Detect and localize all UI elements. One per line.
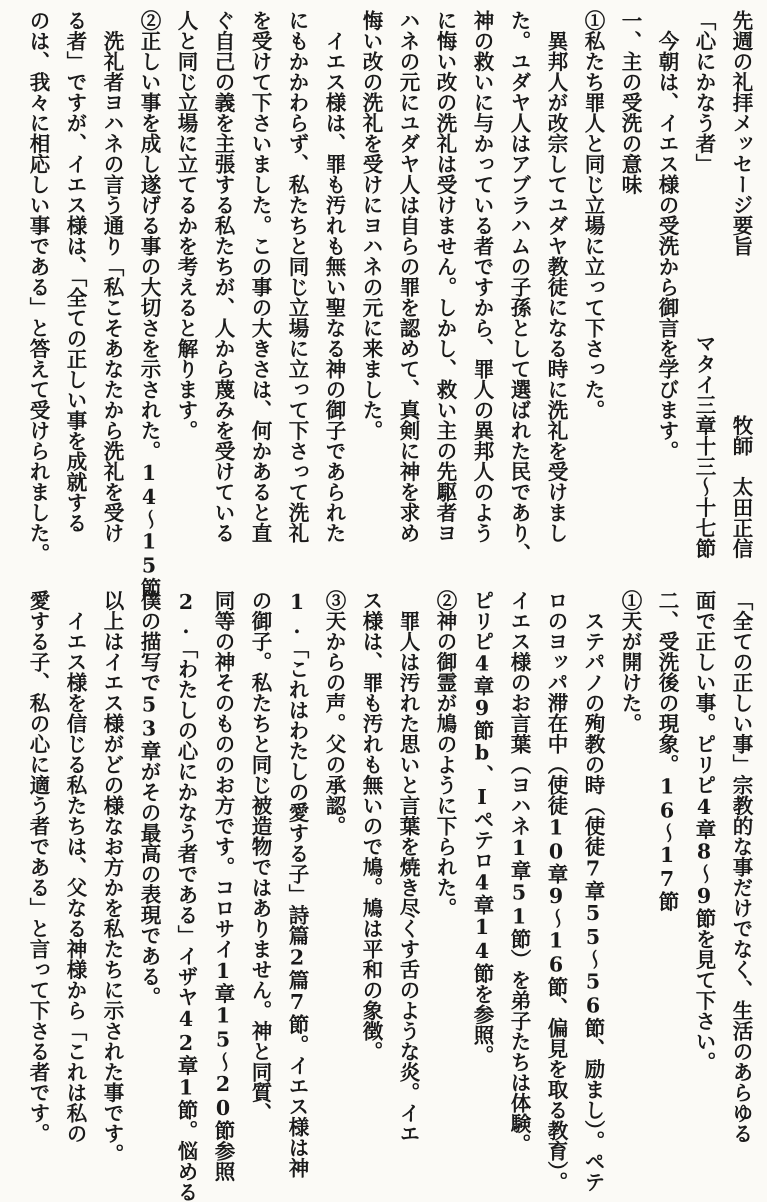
text-line: 今朝は、イエス様の受洗から御言を学びます。 (655, 10, 679, 461)
text-line: ぐ自己の義を主張する私たちが、人から蔑みを受けている (211, 10, 235, 543)
text-line: 人と同じ立場に立てるかを考えると解ります。 (174, 10, 198, 441)
text-line: 僕の描写で53章がその最高の表現である。 (137, 590, 161, 1007)
text-line: ロのヨッパ滞在中（使徒10章9～16節、偏見を取る教育）。 (544, 590, 568, 1192)
text-line: にもかかわらず、私たちと同じ立場に立って下さって洗礼 (285, 10, 309, 543)
text-line: 悔い改の洗礼を受けにヨハネの元に来ました。 (359, 10, 383, 441)
point-heading: ②神の御霊が鳩のように下られた。 (433, 590, 457, 918)
message-title: 「心にかなう者」 (692, 10, 716, 174)
point-heading: ①天が開けた。 (618, 590, 642, 734)
text-line: 2.「わたしの心にかなう者である」イザヤ42章1節。悩める (174, 590, 198, 1202)
text-line: イエス様のお言葉（ヨハネ1章51節）を弟子たちは体験。 (507, 590, 531, 1154)
text-line: に悔い改の洗礼は受けません。しかし、救い主の先駆者ヨ (433, 10, 457, 543)
text-line: 「全ての正しい事」宗教的な事だけでなく、生活のあらゆる (729, 590, 753, 1144)
text-line: 洗礼者ヨハネの言う通り「私こそあなたから洗礼を受け (100, 10, 124, 543)
point-heading: ②正しい事を成し遂げる事の大切さを示された。14～15節 (137, 10, 161, 598)
text-line: 愛する子、私の心に適う者である」と言って下さる者です。 (26, 590, 50, 1144)
section-heading: 二、受洗後の現象。16～17節 (655, 590, 679, 912)
text-line: 罪人は汚れた思いと言葉を焼き尽くす舌のような炎。イエ (396, 590, 420, 1144)
text-line: を受けて下さいました。この事の大きさは、何かあると直 (248, 10, 272, 543)
text-line: のは、我々に相応しい事である」と答えて受けられました。 (26, 10, 50, 564)
text-line: イエス様を信じる私たちは、父なる神様から「これは私の (63, 590, 87, 1144)
text-line: 異邦人が改宗してユダヤ教徒になる時に洗礼を受けまし (544, 10, 568, 543)
pastor-credit: 牧師 太田正信 (729, 414, 753, 558)
text-line: 同等の神そのもののお方です。コロサイ1章15～20節参照 (211, 590, 235, 1182)
sermon-summary-bottom (2, 590, 759, 1202)
text-line: 1.「これはわたしの愛する子」詩篇2篇7節。イエス様は神 (285, 590, 309, 1178)
text-line: ピリピ4章9節b、Iペテロ4章14節を参照。 (470, 590, 494, 1066)
page-title: 先週の礼拝メッセージ要旨 (729, 10, 753, 256)
point-heading: ①私たち罪人と同じ立場に立って下さった。 (581, 10, 605, 420)
text-line: 面で正しい事。ピリピ4章8～9節を見て下さい。 (692, 590, 716, 1072)
text-line: ハネの元にユダヤ人は自らの罪を認めて、真剣に神を求め (396, 10, 420, 543)
text-line: の御子。私たちと同じ被造物ではありません。神と同質、 (248, 590, 272, 1123)
text-line: る者」ですが、イエス様は、「全ての正しい事を成就する (63, 10, 87, 533)
sermon-summary-top (2, 10, 759, 598)
section-heading: 一、主の受洗の意味 (618, 10, 642, 195)
scripture-reference: マタイ三章十三～十七節 (692, 332, 716, 558)
text-line: 神の救いに与かっている者ですから、罪人の異邦人のよう (470, 10, 494, 543)
text-line: た。ユダヤ人はアブラハムの子孫として選ばれた民であり、 (507, 10, 531, 564)
text-line: イエス様は、罪も汚れも無い聖なる神の御子であられた (322, 10, 346, 543)
message-title-row (685, 10, 722, 558)
heading-row (722, 10, 759, 558)
text-line: 以上はイエス様がどの様なお方かを私たちに示された事です。 (100, 590, 124, 1164)
text-line: ス様は、罪も汚れも無いので鳩。鳩は平和の象徴。 (359, 590, 383, 1062)
text-line: ステパノの殉教の時（使徒7章55～56節、励まし）。ペテ (581, 590, 605, 1192)
point-heading: ③天からの声。父の承認。 (322, 590, 346, 836)
